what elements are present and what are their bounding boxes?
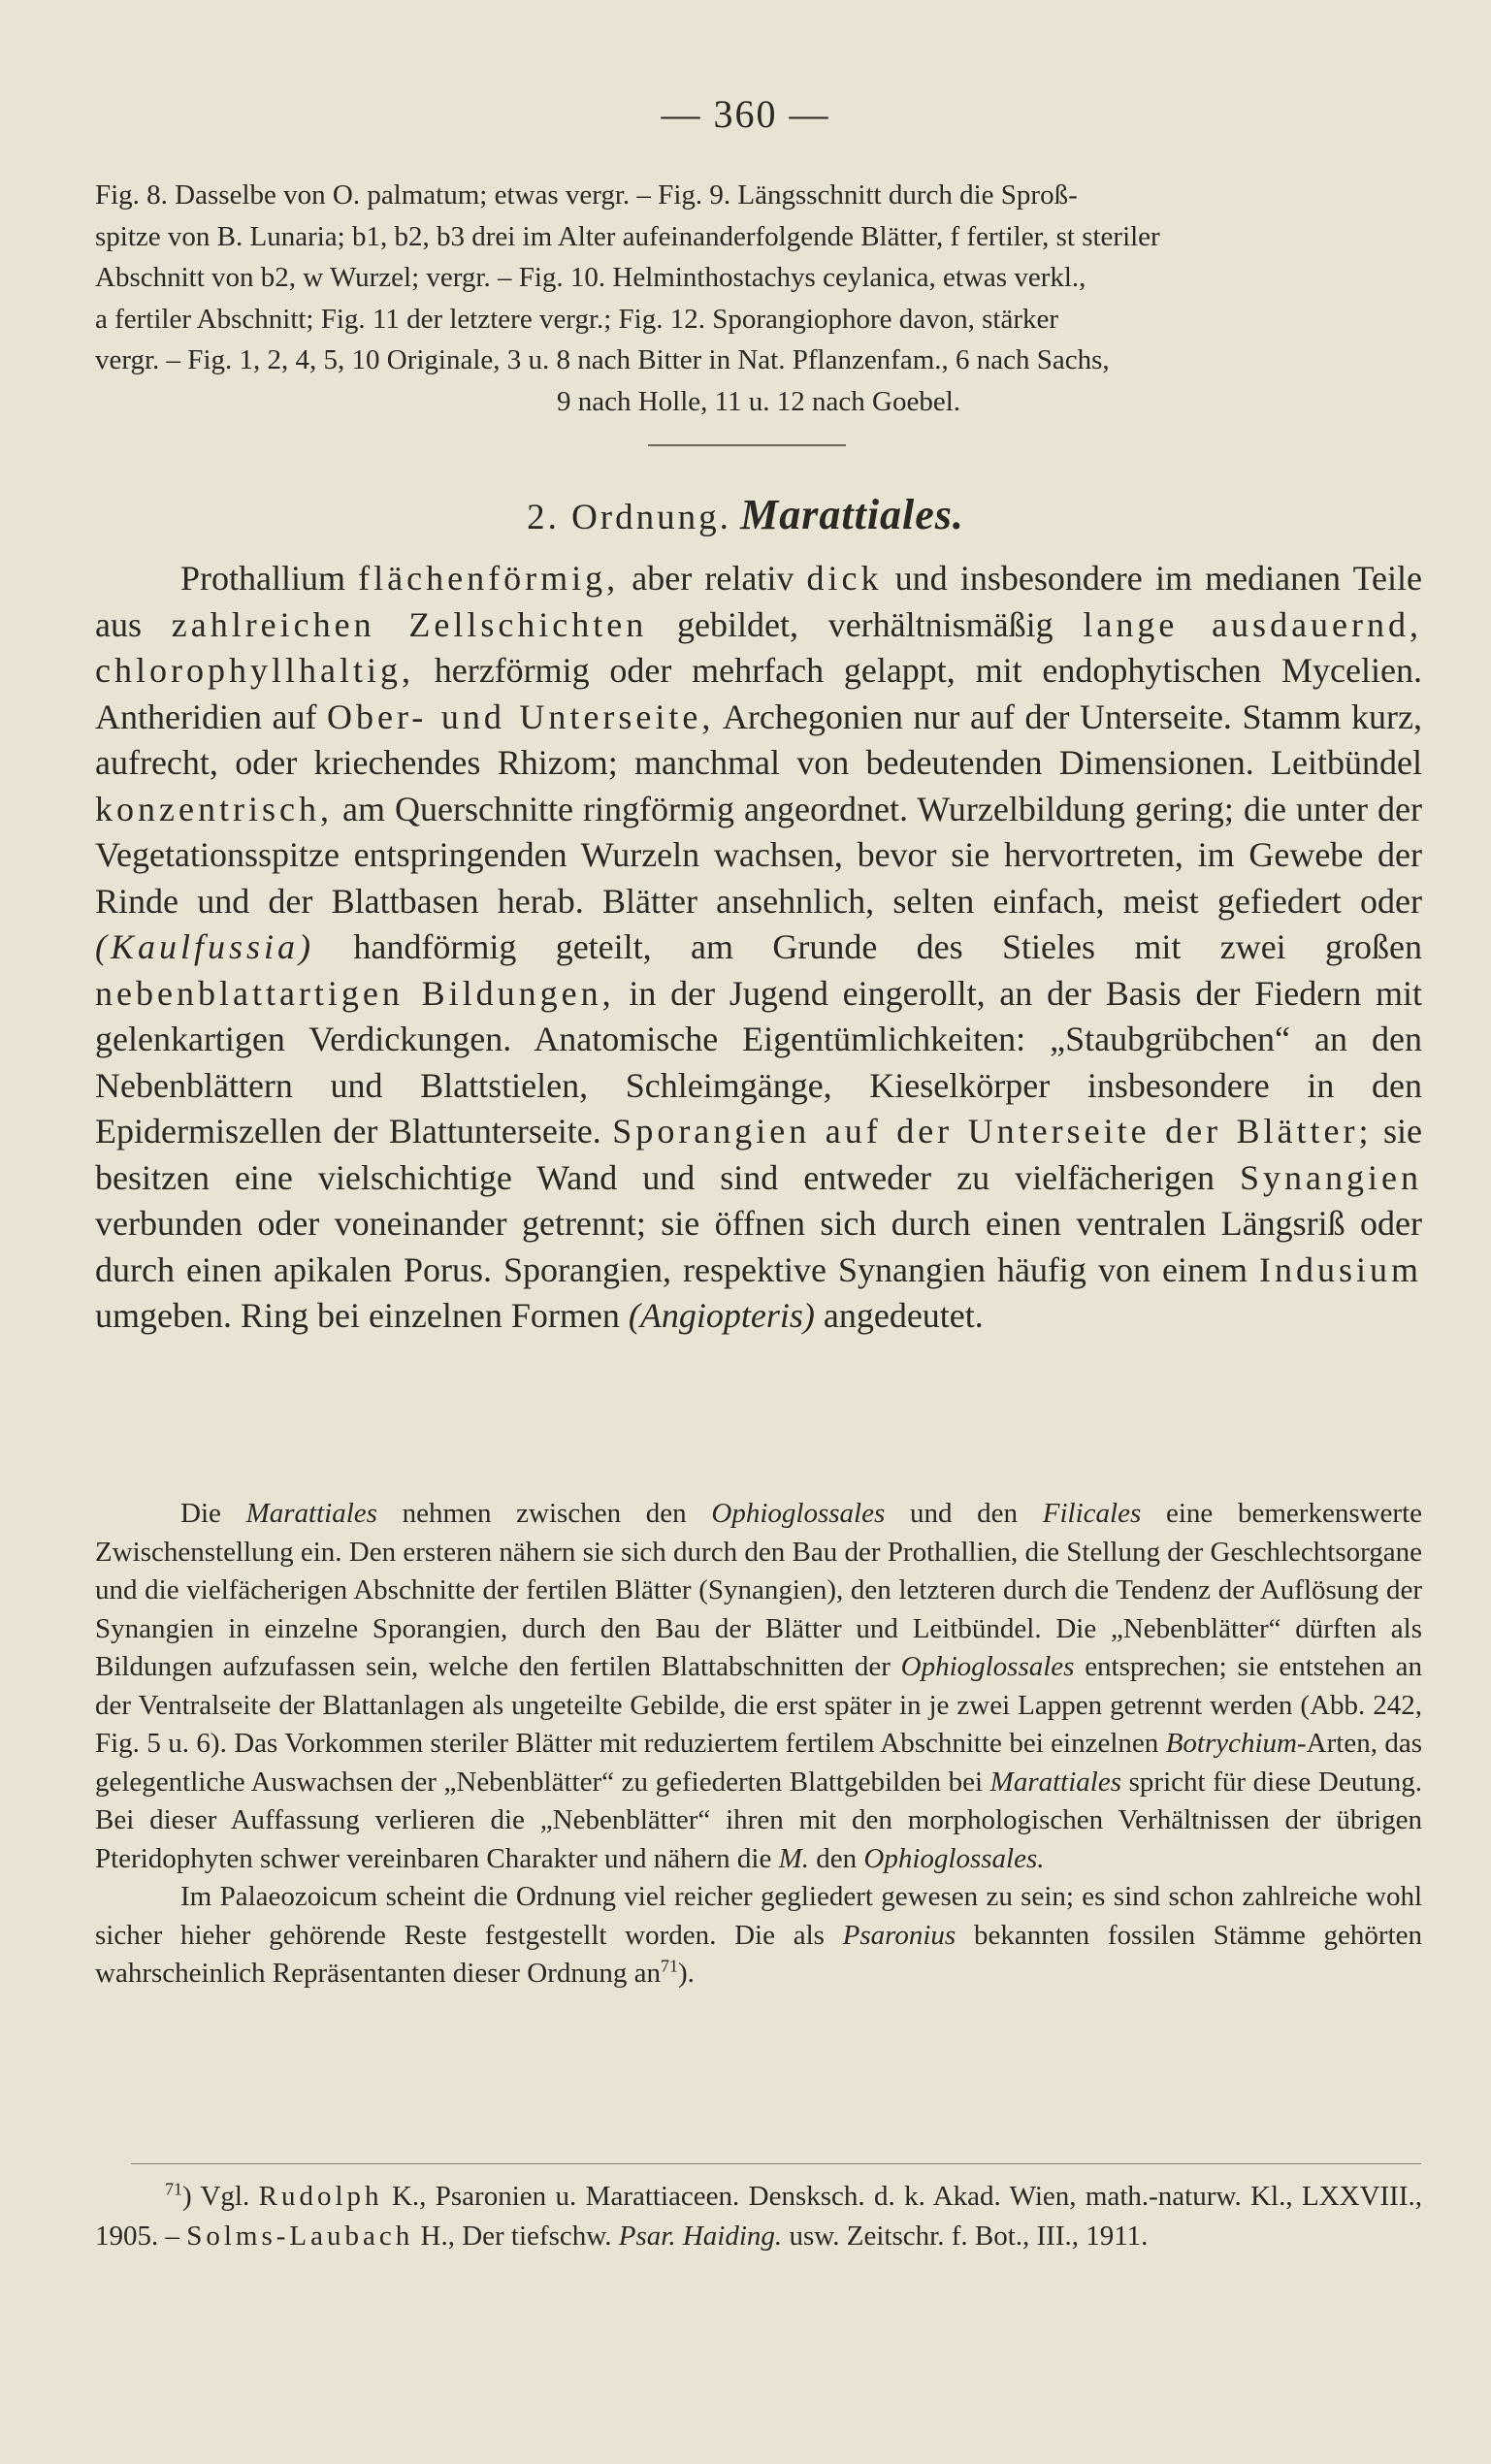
text-run: ).: [678, 1958, 695, 1989]
section-heading: [0, 490, 1491, 539]
caption-line: Abschnitt von b2, w Wurzel; vergr. – Fig. 10. Helminthostachys ceylanica, etwas verkl.,: [95, 262, 1086, 293]
footnote-text: [95, 2177, 1422, 2256]
footnote-marker[interactable]: 71: [661, 1956, 678, 1976]
text-run: Prothallium: [180, 559, 345, 598]
section-number: 2. Ordnung.: [527, 498, 731, 537]
taxon-name: Ophioglossales.: [863, 1842, 1045, 1874]
commentary-paragraph: [95, 1878, 1422, 1994]
spaced-term: konzentrisch,: [95, 789, 333, 828]
caption-line: Fig. 8. Dasselbe von O. palmatum; etwas vergr. – Fig. 9. Längsschnitt durch die Sproß-: [95, 179, 1078, 211]
section-title: Marattiales.: [740, 491, 964, 538]
caption-line: vergr. – Fig. 1, 2, 4, 5, 10 Originale, 3 u. 8 nach Bitter in Nat. Pflanzenfam., 6 nach Sachs,: [95, 344, 1110, 375]
footnote: [95, 2177, 1422, 2256]
author-name: Solms-Laubach: [186, 2221, 414, 2252]
text-run: aber relativ: [632, 559, 794, 598]
text-run: herzförmig oder mehrfach gelappt, mit endophytischen Mycelien. Antheridien auf: [95, 651, 1422, 736]
text-run: entsprechen; sie entstehen an der Ventralseite der Blattanlagen als ungeteilte Gebilde, die erst später in je zwei Lappen getrennt werden (Abb. 242, Fig. 5 u. 6). Das Vorkommen steriler Blätter mit reduziertem fertilem Abschnitte bei einzelnen: [95, 1651, 1422, 1759]
text-run: spricht für diese Deutung. Bei dieser Auffassung verlieren die „Nebenblätter“ ihren mit den morphologischen Verhältnissen der übrigen Pteridophyten schwer vereinbaren Charakter und nähern die: [95, 1766, 1423, 1874]
page-number: — 360 —: [661, 92, 830, 136]
text-run: handförmig geteilt, am Grunde des Stieles mit zwei großen: [353, 927, 1423, 966]
text-run: und den: [909, 1498, 1019, 1529]
spaced-term: dick: [806, 559, 883, 598]
spaced-term: flächenförmig,: [358, 559, 620, 598]
caption-line: 9 nach Holle, 11 u. 12 nach Goebel.: [556, 385, 961, 417]
spaced-term: nebenblattartigen Bildungen,: [95, 973, 615, 1013]
section-divider: [648, 444, 846, 446]
spaced-term: Synangien: [1240, 1157, 1422, 1197]
text-run: ) Vgl.: [181, 2181, 250, 2212]
footnote-divider: [131, 2163, 1421, 2164]
text-run: Die: [180, 1498, 221, 1529]
spaced-term: Ober- und Unterseite,: [327, 697, 715, 736]
text-run: usw. Zeitschr. f. Bot., III., 1911.: [789, 2221, 1149, 2252]
caption-line: a fertiler Abschnitt; Fig. 11 der letztere vergr.; Fig. 12. Sporangiophore davon, stärker: [95, 303, 1059, 335]
taxon-name: Ophioglossales: [711, 1498, 886, 1529]
text-run: eine bemerkenswerte Zwischenstellung ein. Den ersteren nähern sie sich durch den Bau der Prothallien, die Stellung der Geschlechtsorgane und die vielfächerigen Abschnitte der fertilen Blätter (Synangien), den letzteren durch die Tendenz der Auflösung der Synangien in einzelne Sporangien, durch den Bau der Blätter und Leitbündel. Die „Nebenblätter“ dürften als Bildungen aufzufassen sein, welche den fertilen Blattabschnitten der: [95, 1498, 1423, 1682]
genus-name: (Angiopteris): [628, 1296, 815, 1335]
text-run: verbunden oder voneinander getrennt; sie öffnen sich durch einen ventralen Längsriß oder durch einen apikalen Porus. Sporangien, respektive Synangien häufig von einem: [95, 1204, 1422, 1289]
spaced-term: zahlreichen Zellschichten: [171, 604, 648, 644]
text-run: und insbesondere im medianen Teile aus: [95, 559, 1423, 644]
text-run: angedeutet.: [823, 1296, 984, 1335]
author-name: Rudolph: [258, 2181, 383, 2212]
text-run: -Arten, das gelegentliche Auswachsen der „Nebenblätter“ zu gefiederten Blattgebilden bei: [95, 1728, 1423, 1798]
caption-line: spitze von B. Lunaria; b1, b2, b3 drei im Alter aufeinanderfolgende Blätter, f fertiler, st steriler: [95, 220, 1160, 252]
text-run: H., Der tiefschw.: [420, 2221, 612, 2252]
commentary-paragraph: [95, 1495, 1422, 1878]
text-run: sie besitzen eine vielschichtige Wand und sind entweder zu vielfächerigen: [95, 1112, 1423, 1197]
genus-name: (Kaulfussia): [95, 927, 315, 966]
text-run: K., Psaronien u. Marattiaceen. Densksch. d. k. Akad. Wien, math.-naturw. Kl., LXXVIII., 1905. –: [95, 2181, 1422, 2252]
taxon-name: Marattiales: [989, 1766, 1121, 1798]
text-run: in der Jugend eingerollt, an der Basis der Fiedern mit gelenkartigen Verdickungen. Anatomische Eigentümlichkeiten: „Staubgrübchen“ an den Nebenblättern und Blattstielen, Schleimgänge, Kieselkörper insbesondere in den Epidermiszellen der Blattunterseite.: [95, 973, 1423, 1151]
order-description: [95, 556, 1422, 1340]
work-title: Psar. Haiding.: [618, 2221, 783, 2252]
text-run: den: [816, 1842, 858, 1874]
text-run: Im Palaeozoicum scheint die Ordnung viel reicher gegliedert gewesen zu sein; es sind schon zahlreiche wohl sicher hieher gehörende Reste festgestellt worden. Die als: [95, 1881, 1422, 1951]
taxon-name: M.: [778, 1842, 810, 1874]
spaced-term: lange ausdauernd, chlorophyllhaltig,: [95, 604, 1423, 690]
text-run: am Querschnitte ringförmig angeordnet. Wurzelbildung gering; die unter der Vegetationsspitze entspringenden Wurzeln wachsen, bevor sie hervortreten, im Gewebe der Rinde und der Blattbasen herab. Blätter ansehnlich, selten einfach, meist gefiedert oder: [95, 789, 1422, 921]
text-run: Archegonien nur auf der Unterseite. Stamm kurz, aufrecht, oder kriechendes Rhizom; manchmal von bedeutenden Dimensionen. Leitbündel: [95, 697, 1423, 782]
text-run: bekannten fossilen Stämme gehörten wahrscheinlich Repräsentanten dieser Ordnung an: [95, 1919, 1423, 1989]
text-run: nehmen zwischen den: [402, 1498, 687, 1529]
spaced-term: Sporangien auf der Unterseite der Blätter;: [612, 1112, 1373, 1151]
taxon-name: Psaronius: [842, 1919, 956, 1951]
commentary: [95, 1495, 1422, 1994]
figure-caption: [95, 175, 1422, 422]
text-run: gebildet, verhältnismäßig: [677, 604, 1053, 644]
taxon-name: Botrychium: [1165, 1728, 1298, 1759]
taxon-name: Ophioglossales: [900, 1651, 1075, 1682]
text-run: umgeben. Ring bei einzelnen Formen: [95, 1296, 620, 1335]
taxon-name: Marattiales: [245, 1498, 377, 1529]
footnote-number: 71: [165, 2179, 182, 2199]
spaced-term: Indusium: [1259, 1249, 1423, 1289]
taxon-name: Filicales: [1042, 1498, 1142, 1529]
